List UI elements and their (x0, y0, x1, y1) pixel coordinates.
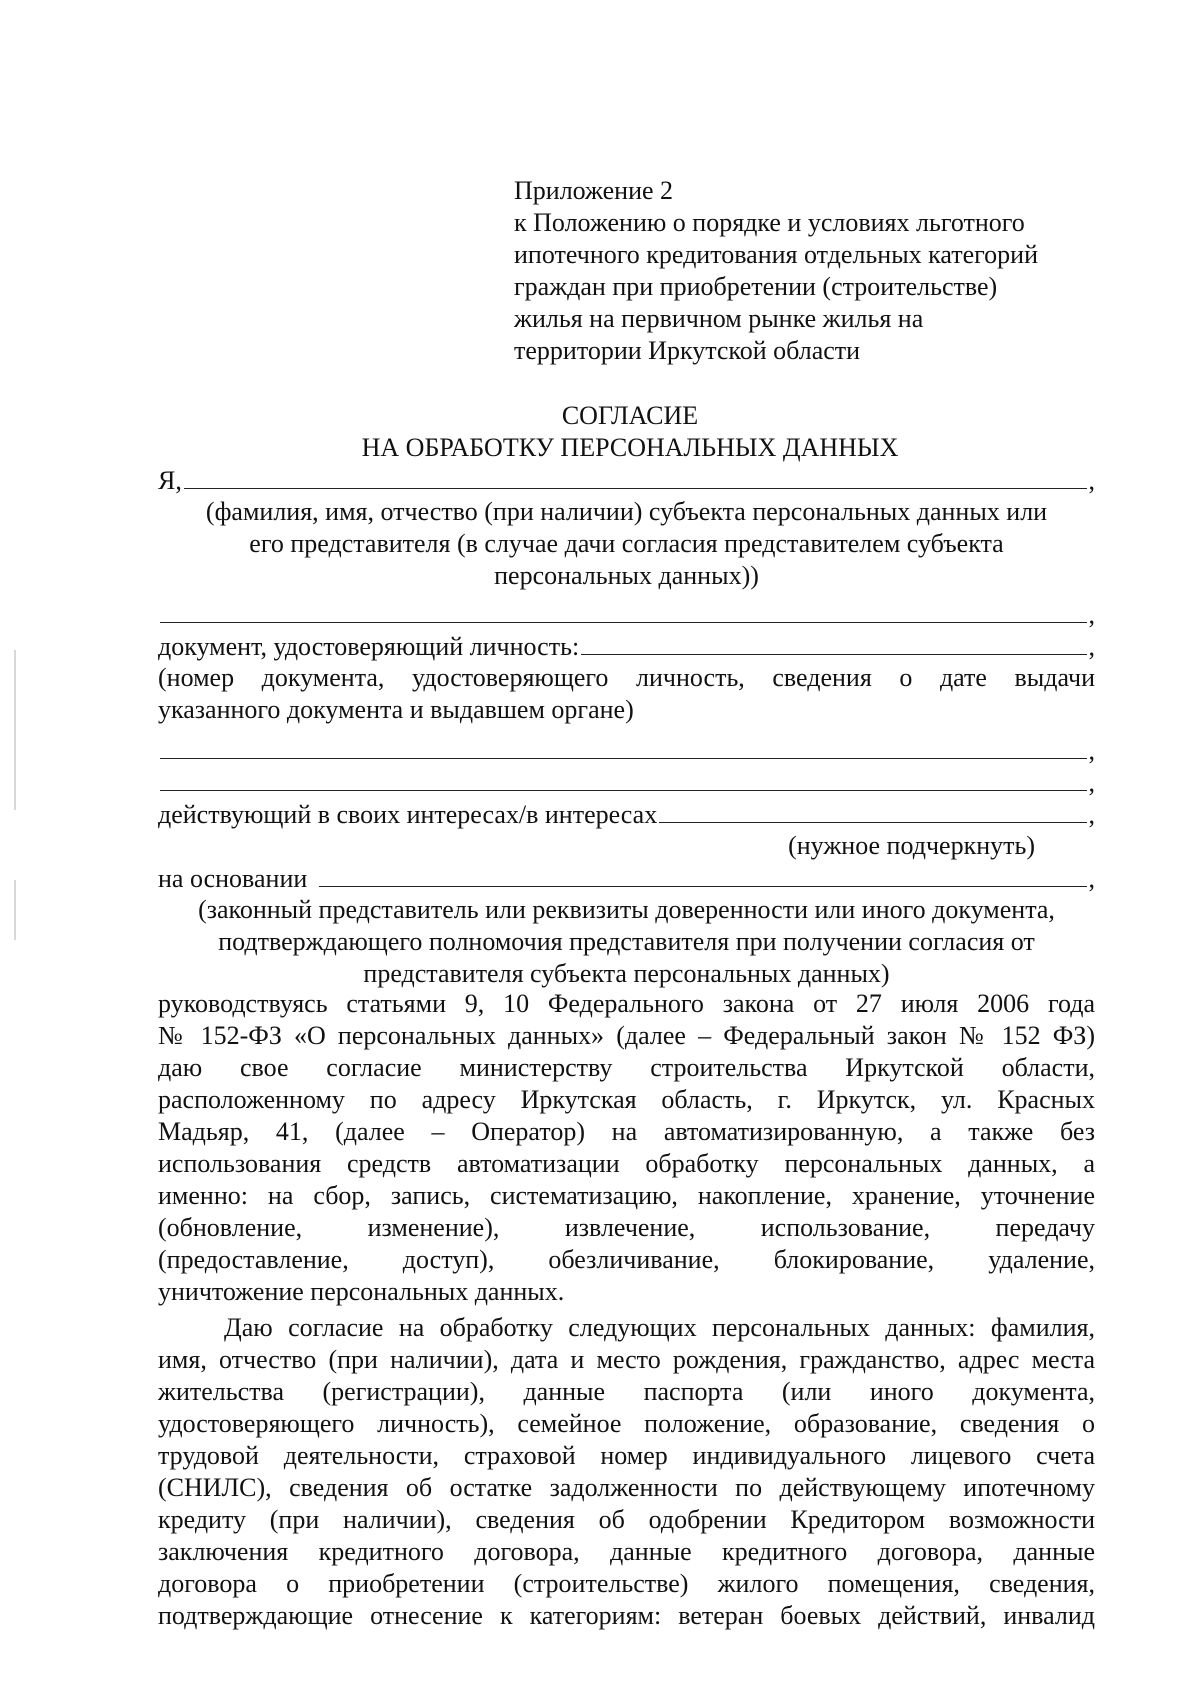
name-section (158, 464, 1095, 592)
basis-hint (158, 894, 1095, 990)
acting-label: действующий в своих интересах/в интересах (158, 800, 658, 829)
comma: , (1088, 864, 1095, 893)
paragraph-line: руководствуясь статьями 9, 10 Федерального закона от 27 июля 2006 года (158, 989, 1095, 1018)
appendix-line: граждан при приобретении (строительстве) (514, 272, 998, 301)
scan-mark (14, 880, 16, 940)
paragraph-line: Даю согласие на обработку следующих персональных данных: фамилия, (224, 1313, 1095, 1342)
comma: , (1088, 800, 1095, 829)
appendix-line: территории Иркутской области (514, 336, 861, 365)
basis-blank[interactable] (319, 862, 1086, 887)
comma: , (1088, 632, 1095, 661)
paragraph-line: № 152-ФЗ «О персональных данных» (далее – Федеральный закон № 152 ФЗ) (158, 1021, 1095, 1050)
paragraph-line: уничтожение персональных данных. (158, 1277, 565, 1306)
paragraph-line: (СНИЛС), сведения об остатке задолженности по действующему ипотечному (158, 1473, 1095, 1502)
acting-blank[interactable] (659, 798, 1086, 823)
basis-fill-line (158, 862, 1095, 894)
paragraph-line: Мадьяр, 41, (далее – Оператор) на автоматизированную, а также без (158, 1117, 1095, 1146)
doc-extra-fill-line (158, 766, 1095, 798)
appendix-line: Приложение 2 (514, 176, 674, 205)
consent-paragraph (158, 988, 1095, 1308)
paragraph-line: именно: на сбор, запись, систематизацию, накопление, хранение, уточнение (158, 1181, 1095, 1210)
appendix-line: к Положению о порядке и условиях льготного (514, 208, 1025, 237)
doc-label: документ, удостоверяющий личность: (158, 632, 580, 661)
doc-hint (158, 662, 1095, 726)
hint-line: представителя субъекта персональных данных) (363, 959, 890, 988)
comma: , (1088, 466, 1095, 495)
document-section (158, 598, 1095, 990)
continuation-fill-line (158, 598, 1095, 630)
paragraph-line: расположенному по адресу Иркутская область, г. Иркутск, ул. Красных (158, 1085, 1095, 1114)
doc-extra-blank-2[interactable] (160, 766, 1087, 791)
paragraph-line: (обновление, изменение), извлечение, использование, передачу (158, 1213, 1095, 1242)
comma: , (1088, 600, 1095, 629)
hint-line: (законный представитель или реквизиты доверенности или иного документа, (198, 895, 1055, 924)
document-title: СОГЛАСИЕ (561, 401, 699, 430)
doc-extra-fill-line (158, 734, 1095, 766)
paragraph-line: жительства (регистрации), данные паспорта (или иного документа, (158, 1377, 1095, 1406)
comma: , (1088, 736, 1095, 765)
doc-extra-blank-1[interactable] (160, 734, 1087, 759)
name-blank[interactable] (184, 464, 1087, 489)
appendix-line: ипотечного кредитования отдельных категорий (514, 240, 1039, 269)
paragraph-line: (предоставление, доступ), обезличивание, блокирование, удаление, (158, 1245, 1095, 1274)
paragraph-line: кредиту (при наличии), сведения об одобрении Кредитором возможности (158, 1505, 1095, 1534)
doc-blank[interactable] (581, 630, 1086, 655)
hint-line: (фамилия, имя, отчество (при наличии) субъекта персональных данных или (205, 497, 1048, 526)
appendix-header (514, 175, 1114, 367)
scan-mark (14, 650, 16, 810)
hint-line: подтверждающего полномочия представителя при получении согласия от (218, 927, 1035, 956)
paragraph-line: договора о приобретении (строительстве) жилого помещения, сведения, (158, 1569, 1095, 1598)
paragraph-line: удостоверяющего личность), семейное положение, образование, сведения о (158, 1409, 1095, 1438)
paragraph-line: использования средств автоматизации обработку персональных данных, а (158, 1149, 1095, 1178)
hint-line: указанного документа и выдавшем органе) (158, 695, 634, 724)
document-subtitle: НА ОБРАБОТКУ ПЕРСОНАЛЬНЫХ ДАННЫХ (361, 433, 899, 462)
hint-line: его представителя (в случае дачи согласия представителем субъекта (249, 529, 1004, 558)
paragraph-line: имя, отчество (при наличии), дата и место рождения, гражданство, адрес места (158, 1345, 1095, 1374)
appendix-line: жилья на первичном рынке жилья на (514, 304, 924, 333)
document-fill-line (158, 630, 1095, 662)
name-hint (158, 496, 1095, 592)
name-fill-line (158, 464, 1095, 496)
hint-line: персональных данных)) (494, 561, 759, 590)
paragraph-line: трудовой деятельности, страховой номер индивидуального лицевого счета (158, 1441, 1095, 1470)
paragraph-line: заключения кредитного договора, данные кредитного договора, данные (158, 1537, 1095, 1566)
i-prefix: Я, (158, 466, 182, 495)
comma: , (1088, 768, 1095, 797)
acting-fill-line (158, 798, 1095, 830)
basis-label: на основании (158, 864, 308, 893)
hint-line: (номер документа, удостоверяющего личность, сведения о дате выдачи (158, 663, 1095, 692)
paragraph-line: даю свое согласие министерству строительства Иркутской области, (158, 1053, 1095, 1082)
data-list-paragraph (158, 1312, 1095, 1632)
paragraph-line: подтверждающие отнесение к категориям: ветеран боевых действий, инвалид (158, 1601, 1095, 1630)
continuation-blank[interactable] (160, 598, 1087, 623)
underline-hint: (нужное подчеркнуть) (788, 831, 1035, 860)
